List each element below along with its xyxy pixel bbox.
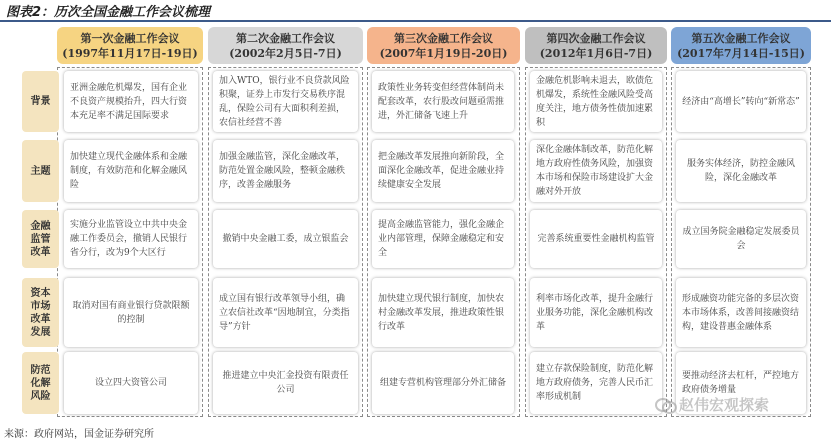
- column-header-name: 第三次金融工作会议: [394, 31, 493, 45]
- cell-risk-3: 组建专营机构管理部分外汇储备: [372, 352, 514, 414]
- row-label-capital-market: 资本市场改革发展: [22, 278, 59, 347]
- cell-capital-2: 成立国有银行改革领导小组，确立农信社改革“因地制宜，分类指导”方针: [213, 278, 358, 347]
- cell-background-5: 经济由“高增长”转向“新常态”: [676, 71, 806, 132]
- title-rule: [0, 20, 831, 22]
- cell-capital-3: 加快建立现代银行制度，加快农村金融改革发展，推进政策性银行改革: [372, 278, 514, 347]
- cell-regulation-5: 成立国务院金融稳定发展委员会: [676, 210, 806, 268]
- cell-risk-1: 设立四大资管公司: [64, 352, 198, 414]
- cell-regulation-2: 撤销中央金融工委，成立银监会: [213, 210, 358, 268]
- watermark-text: 赵伟宏观探索: [679, 395, 770, 414]
- cell-risk-5: 要推动经济去杠杆，严控地方政府债务增量: [676, 352, 806, 414]
- cell-risk-4: 建立存款保险制度，防范化解地方政府债务，完善人民币汇率形成机制: [530, 352, 662, 414]
- cell-theme-4: 深化金融体制改革，防范化解地方政府性债务风险，加强资本市场和保险市场建设扩大金融对外开放: [530, 140, 662, 202]
- cell-background-2: 加入WTO，银行业不良贷款风险积聚，证券上市发行交易秩序混乱，保险公司有大面积利差损，农信社经营不善: [213, 71, 358, 132]
- row-label-risk-prevention: 防范化解风险: [22, 352, 59, 414]
- column-header-date: (2012年1月6日-7日): [539, 46, 653, 60]
- column-header-date: (2007年1月19日-20日): [379, 46, 508, 60]
- cell-capital-1: 取消对国有商业银行贷款限额的控制: [64, 278, 198, 347]
- row-label-regulation-reform: 金融监管改革: [22, 210, 59, 268]
- cell-theme-2: 加强金融监管，深化金融改革，防范处置金融风险，整顿金融秩序，改善金融服务: [213, 140, 358, 202]
- column-header-4: [525, 27, 667, 64]
- column-header-5: [671, 27, 811, 64]
- cell-theme-1: 加快建立现代金融体系和金融制度，有效防范和化解金融风险: [64, 140, 198, 202]
- row-label-theme: 主题: [22, 140, 59, 202]
- cell-background-1: 亚洲金融危机爆发，国有企业不良资产规模抬升，四大行资本充足率不满足国际要求: [64, 71, 198, 132]
- cell-capital-5: 形成融资功能完备的多层次资本市场体系，改善间接融资结构，建设普惠金融体系: [676, 278, 806, 347]
- column-header-date: (2002年2月5日-7日): [229, 46, 342, 60]
- cell-regulation-3: 提高金融监管能力，强化金融企业内部管理，保障金融稳定和安全: [372, 210, 514, 268]
- cell-background-4: 金融危机影响未退去，欧债危机爆发，系统性金融风险受高度关注，地方债务性债加速累积: [530, 71, 662, 132]
- column-header-1: [57, 27, 203, 64]
- watermark: [655, 391, 769, 417]
- column-header-date: (1997年11月17日-19日): [62, 46, 198, 60]
- cell-risk-2: 推进建立中央汇金投资有限责任公司: [213, 352, 358, 414]
- cell-regulation-4: 完善系统重要性金融机构监管: [530, 210, 662, 268]
- figure-title: 图表2：历次全国金融工作会议梳理: [6, 5, 211, 20]
- cell-regulation-1: 实施分业监管设立中共中央金融工作委员会，撤销人民银行省分行，改为9个大区行: [64, 210, 198, 268]
- column-header-date: (2017年7月14日-15日): [677, 46, 805, 60]
- column-header-2: [208, 27, 363, 64]
- column-header-name: 第五次金融工作会议: [691, 31, 791, 45]
- row-label-background: 背景: [22, 71, 59, 132]
- column-header-name: 第一次金融工作会议: [80, 31, 180, 45]
- cell-background-3: 政策性业务转变但经营体制尚未配套改革，农行股改问题亟需推进，外汇储备飞速上升: [372, 71, 514, 132]
- column-header-name: 第四次金融工作会议: [546, 31, 646, 45]
- wechat-icon: [655, 396, 675, 412]
- column-header-name: 第二次金融工作会议: [236, 31, 335, 45]
- cell-theme-3: 把金融改革发展推向新阶段，全面深化金融改革，促进金融业持续健康安全发展: [372, 140, 514, 202]
- source-note: 来源：政府网站，国金证券研究所: [4, 429, 154, 440]
- cell-theme-5: 服务实体经济，防控金融风险，深化金融改革: [676, 140, 806, 202]
- cell-capital-4: 利率市场化改革，提升金融行业服务功能，深化金融机构改革: [530, 278, 662, 347]
- column-header-3: [367, 27, 520, 64]
